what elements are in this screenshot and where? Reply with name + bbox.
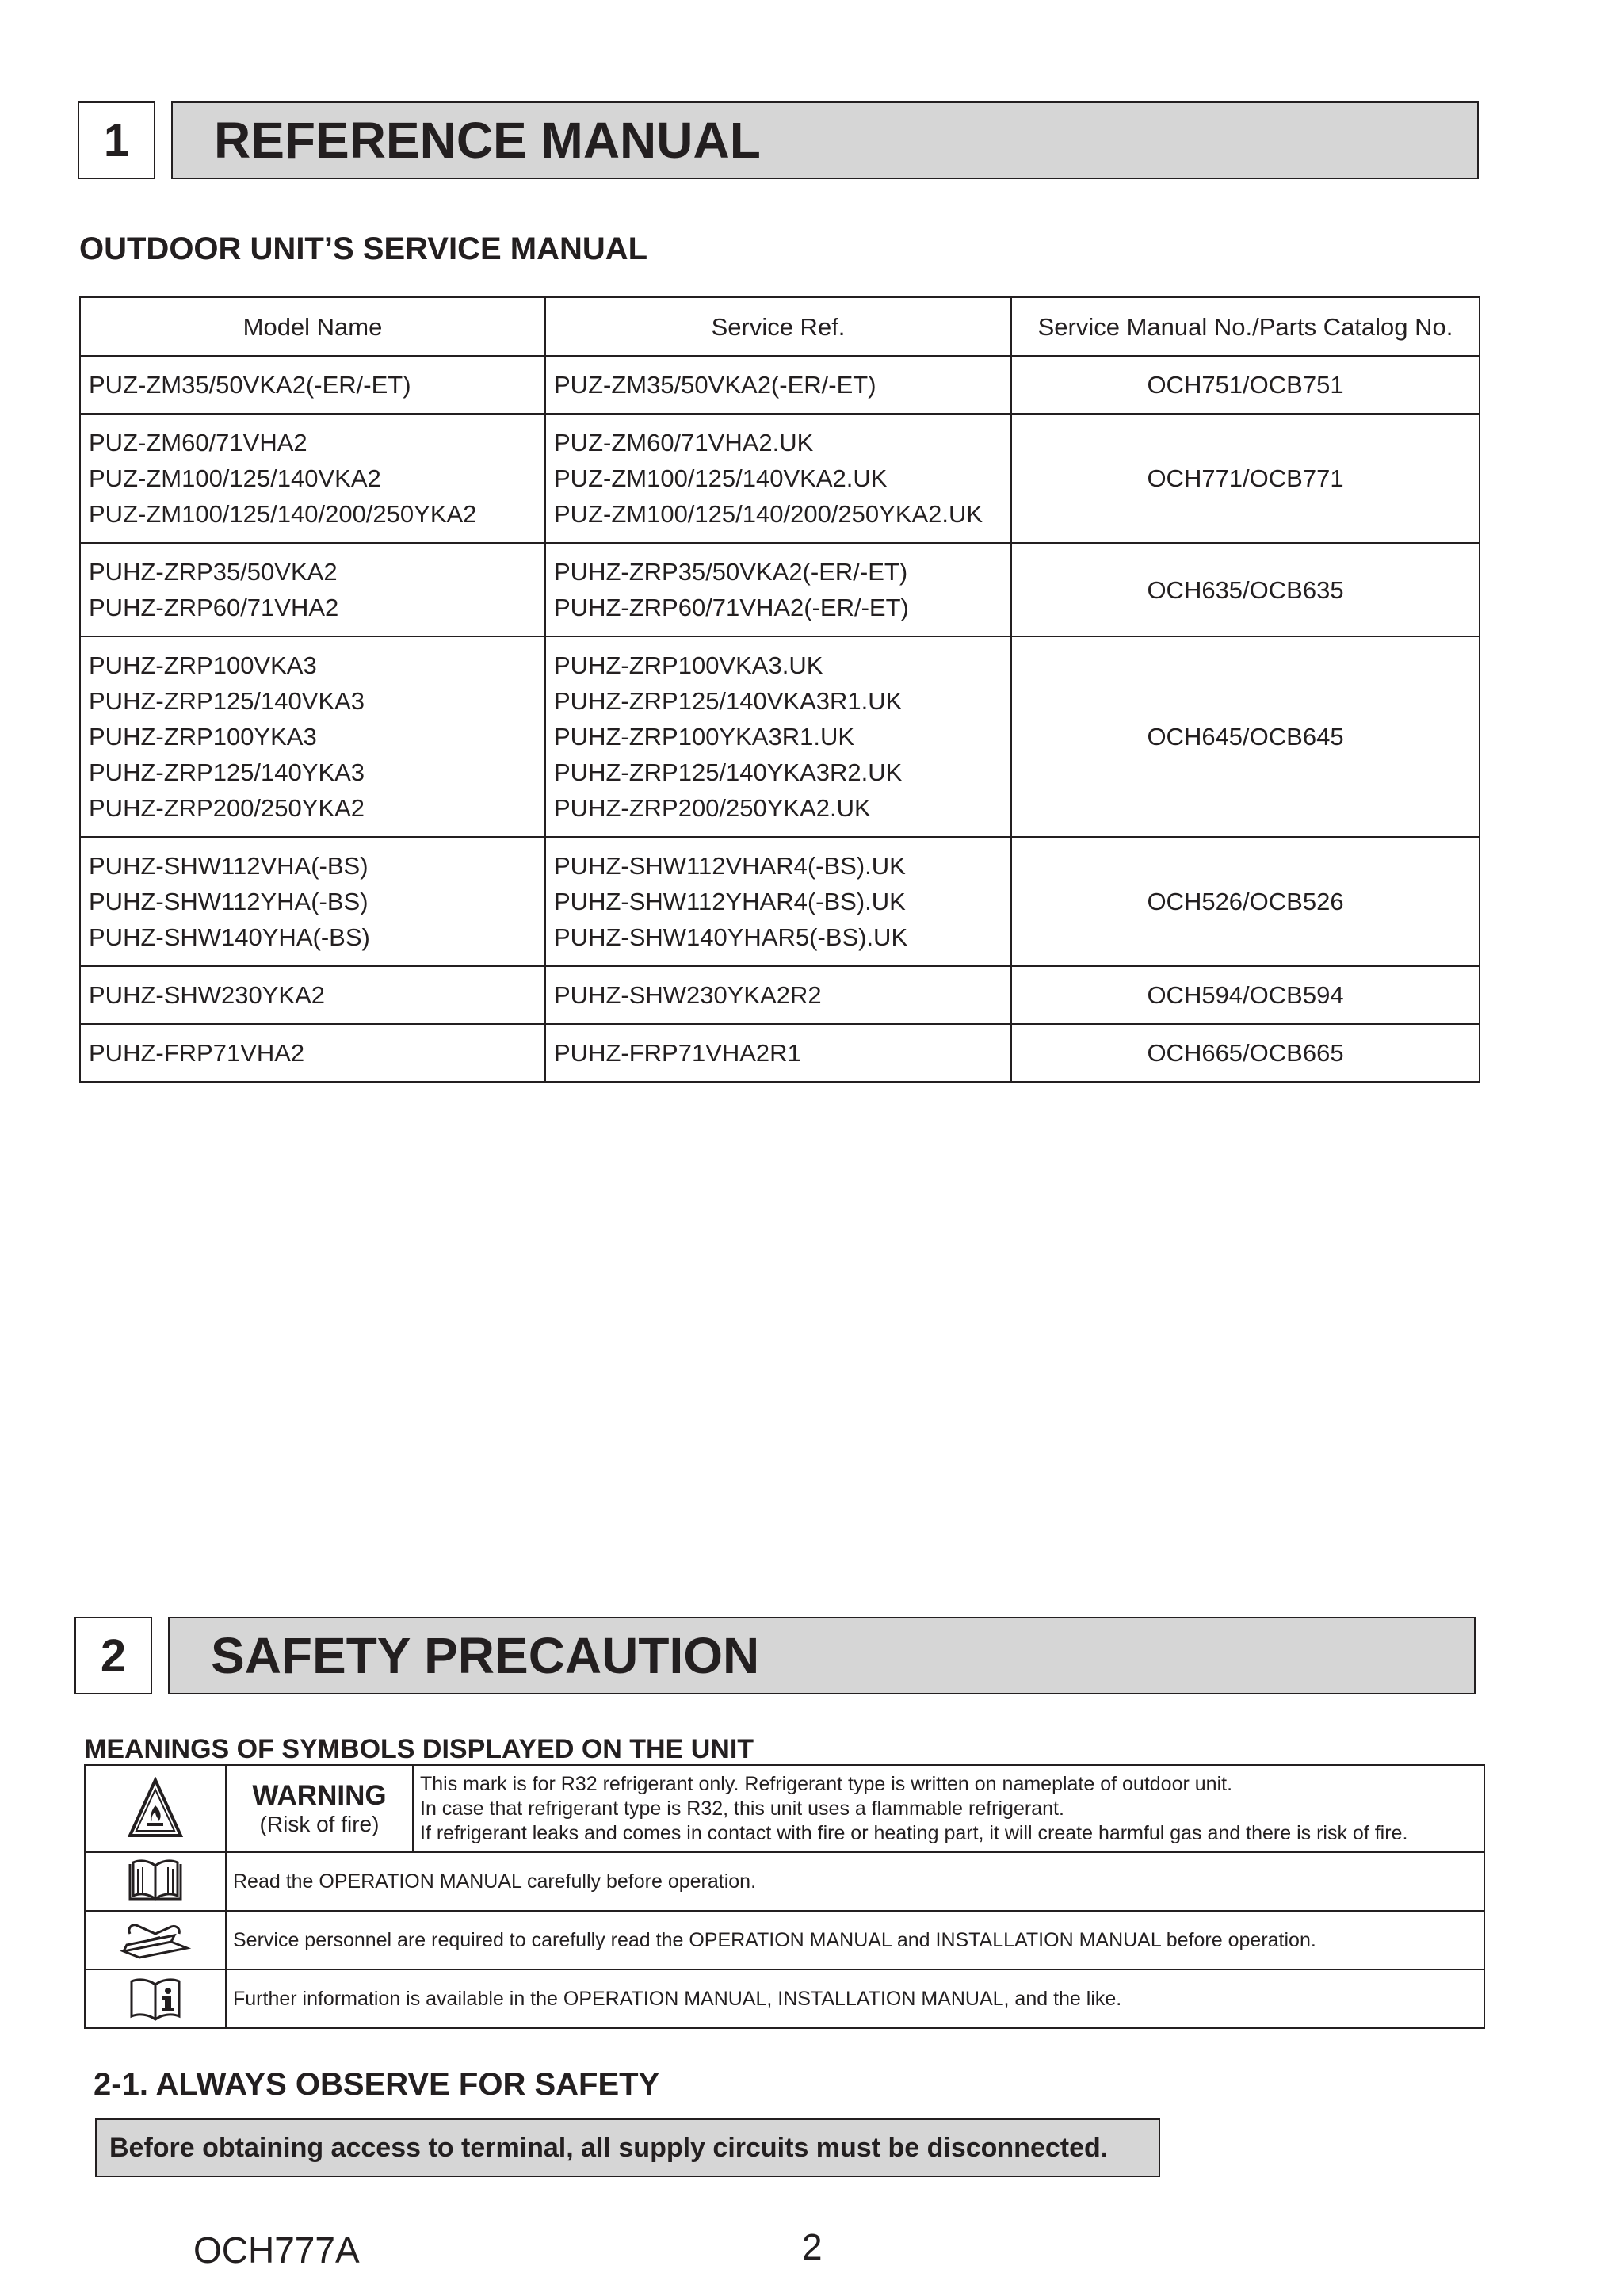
manual-number-cell: OCH635/OCB635	[1011, 543, 1480, 636]
model-name: PUHZ-ZRP100VKA3	[89, 651, 317, 679]
symbol-row	[85, 1969, 1484, 2028]
symbol-description: Further information is available in the OPERATION MANUAL, INSTALLATION MANUAL, and the like.	[226, 1969, 1484, 2028]
model-name-cell	[80, 837, 545, 966]
table-row	[80, 966, 1480, 1024]
warning-icon-cell	[85, 1765, 226, 1852]
service-ref-cell	[545, 414, 1011, 543]
service-ref: PUZ-ZM100/125/140VKA2.UK	[554, 464, 888, 492]
symbol-description: Read the OPERATION MANUAL carefully before operation.	[226, 1852, 1484, 1911]
service-ref: PUHZ-SHW230YKA2R2	[554, 981, 822, 1009]
flammable-warning-icon	[86, 1777, 224, 1840]
table-header-row	[80, 297, 1480, 356]
table-row	[80, 636, 1480, 837]
table-row	[80, 837, 1480, 966]
col-header-model: Model Name	[80, 297, 545, 356]
table-row	[80, 1024, 1480, 1082]
book-icon-cell	[85, 1852, 226, 1911]
model-name-cell	[80, 356, 545, 414]
model-name: PUHZ-ZRP200/250YKA2	[89, 794, 365, 822]
model-name: PUHZ-SHW112YHA(-BS)	[89, 888, 369, 915]
symbol-row	[85, 1911, 1484, 1969]
symbols-heading: MEANINGS OF SYMBOLS DISPLAYED ON THE UNIT	[84, 1734, 754, 1764]
manual-number-cell: OCH526/OCB526	[1011, 837, 1480, 966]
model-name: PUHZ-ZRP100YKA3	[89, 723, 317, 751]
service-manual-table	[79, 296, 1480, 1083]
model-name-cell	[80, 543, 545, 636]
service-ref: PUZ-ZM35/50VKA2(-ER/-ET)	[554, 371, 876, 399]
service-ref: PUHZ-SHW112YHAR4(-BS).UK	[554, 888, 906, 915]
info-book-icon	[86, 1975, 224, 2023]
info-book-icon-cell	[85, 1969, 226, 2028]
service-ref: PUHZ-ZRP100VKA3.UK	[554, 651, 823, 679]
service-ref: PUHZ-SHW140YHAR5(-BS).UK	[554, 923, 908, 951]
service-ref-cell	[545, 356, 1011, 414]
service-ref: PUHZ-ZRP200/250YKA2.UK	[554, 794, 871, 822]
model-name-cell	[80, 1024, 545, 1082]
wrench-book-icon-cell	[85, 1911, 226, 1969]
symbols-table	[84, 1764, 1485, 2029]
table-heading: OUTDOOR UNIT’S SERVICE MANUAL	[79, 231, 648, 266]
section-number: 1	[78, 101, 155, 179]
service-ref: PUHZ-ZRP125/140YKA3R2.UK	[554, 758, 903, 786]
symbol-description: Service personnel are required to carefully read the OPERATION MANUAL and INSTALLATION MANUAL before operation.	[226, 1911, 1484, 1969]
section-title: SAFETY PRECAUTION	[168, 1617, 1476, 1694]
document-code: OCH777A	[193, 2229, 360, 2271]
service-ref: PUHZ-ZRP60/71VHA2(-ER/-ET)	[554, 594, 909, 621]
model-name: PUHZ-ZRP35/50VKA2	[89, 558, 338, 586]
wrench-book-icon	[86, 1916, 224, 1964]
service-ref: PUZ-ZM60/71VHA2.UK	[554, 429, 814, 457]
warning-label: WARNING	[252, 1780, 387, 1811]
model-name: PUHZ-FRP71VHA2	[89, 1039, 305, 1067]
model-name: PUZ-ZM35/50VKA2(-ER/-ET)	[89, 371, 411, 399]
model-name-cell	[80, 966, 545, 1024]
service-ref: PUHZ-ZRP35/50VKA2(-ER/-ET)	[554, 558, 908, 586]
service-ref: PUHZ-FRP71VHA2R1	[554, 1039, 801, 1067]
warning-line: This mark is for R32 refrigerant only. Refrigerant type is written on nameplate of outdoor unit.	[420, 1772, 1233, 1795]
page-number: 2	[802, 2226, 823, 2267]
model-name: PUZ-ZM100/125/140VKA2	[89, 464, 381, 492]
service-ref: PUHZ-ZRP125/140VKA3R1.UK	[554, 687, 903, 715]
model-name-cell	[80, 414, 545, 543]
manual-number-cell: OCH771/OCB771	[1011, 414, 1480, 543]
service-ref: PUHZ-SHW112VHAR4(-BS).UK	[554, 852, 906, 880]
table-row	[80, 414, 1480, 543]
manual-number-cell: OCH645/OCB645	[1011, 636, 1480, 837]
service-ref: PUZ-ZM100/125/140/200/250YKA2.UK	[554, 500, 983, 528]
service-ref: PUHZ-ZRP100YKA3R1.UK	[554, 723, 855, 751]
model-name: PUHZ-SHW140YHA(-BS)	[89, 923, 370, 951]
manual-number-cell: OCH665/OCB665	[1011, 1024, 1480, 1082]
warning-label-cell	[226, 1765, 413, 1852]
manual-number-cell: OCH751/OCB751	[1011, 356, 1480, 414]
model-name-cell	[80, 636, 545, 837]
warning-text	[413, 1765, 1484, 1852]
table-row	[80, 356, 1480, 414]
model-name: PUHZ-SHW112VHA(-BS)	[89, 852, 369, 880]
warning-row	[85, 1765, 1484, 1852]
table-row	[80, 543, 1480, 636]
col-header-manual: Service Manual No./Parts Catalog No.	[1011, 297, 1480, 356]
symbol-row	[85, 1852, 1484, 1911]
model-name: PUHZ-ZRP125/140VKA3	[89, 687, 365, 715]
service-ref-cell	[545, 543, 1011, 636]
section-number: 2	[74, 1617, 152, 1694]
service-ref-cell	[545, 1024, 1011, 1082]
safety-notice: Before obtaining access to terminal, all supply circuits must be disconnected.	[95, 2118, 1160, 2177]
service-ref-cell	[545, 966, 1011, 1024]
section-title: REFERENCE MANUAL	[171, 101, 1479, 179]
warning-sublabel: (Risk of fire)	[259, 1812, 380, 1836]
model-name: PUZ-ZM60/71VHA2	[89, 429, 307, 457]
warning-line: If refrigerant leaks and comes in contact with fire or heating part, it will create harmful gas and there is risk of fire.	[420, 1821, 1408, 1844]
manual-number-cell: OCH594/OCB594	[1011, 966, 1480, 1024]
model-name: PUHZ-ZRP60/71VHA2	[89, 594, 339, 621]
warning-line: In case that refrigerant type is R32, this unit uses a flammable refrigerant.	[420, 1797, 1064, 1820]
service-ref-cell	[545, 837, 1011, 966]
model-name: PUHZ-ZRP125/140YKA3	[89, 758, 365, 786]
book-icon	[86, 1858, 224, 1905]
model-name: PUZ-ZM100/125/140/200/250YKA2	[89, 500, 477, 528]
col-header-ref: Service Ref.	[545, 297, 1011, 356]
service-ref-cell	[545, 636, 1011, 837]
model-name: PUHZ-SHW230YKA2	[89, 981, 326, 1009]
subsection-title: 2-1. ALWAYS OBSERVE FOR SAFETY	[94, 2067, 660, 2102]
